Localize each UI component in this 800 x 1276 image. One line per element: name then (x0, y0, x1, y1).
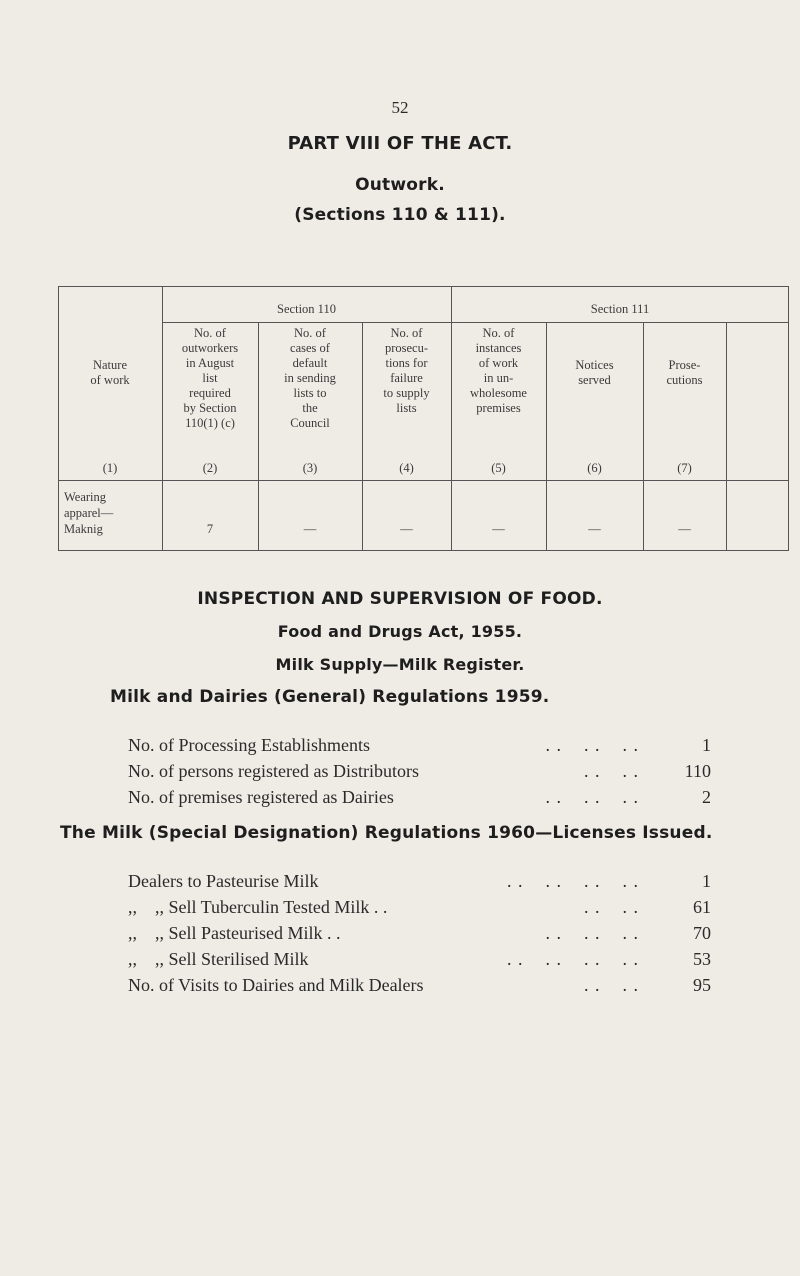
row-value-col-2: 7 (206, 522, 214, 536)
column-4-number: (4) (399, 461, 414, 475)
column-4-header-line-3: tions for (385, 356, 428, 370)
special-item-row (128, 868, 711, 894)
column-divider-6 (643, 322, 644, 550)
group-header-divider (162, 322, 789, 323)
general-item-row (128, 732, 711, 758)
special-item-leader: . . . . . . . . (507, 871, 639, 891)
general-item-value: 110 (684, 761, 711, 781)
table-left-border (58, 286, 59, 550)
column-5-header-line-5: wholesome (470, 386, 527, 400)
general-item-row (128, 758, 711, 784)
column-3-header-line-4: in sending (284, 371, 336, 385)
column-6-number: (6) (587, 461, 602, 475)
column-2-number: (2) (202, 461, 218, 475)
header-body-divider (58, 480, 789, 481)
column-2-header-line-6: by Section (183, 401, 237, 415)
table-right-border (788, 286, 789, 550)
general-item-label: No. of premises registered as Dairies (128, 787, 394, 807)
group-header-section-111: Section 111 (590, 302, 650, 316)
column-7-number: (7) (677, 461, 692, 475)
row-value-col-3: — (303, 522, 317, 536)
column-4-header-line-1: No. of (390, 326, 423, 340)
column-5-header-line-1: No. of (482, 326, 515, 340)
column-divider-7 (726, 322, 727, 550)
column-2-header-line-5: required (189, 386, 231, 400)
row-nature-line-3: Maknig (64, 522, 103, 536)
special-item-row (128, 894, 711, 920)
special-item-row (128, 920, 711, 946)
column-5-number: (5) (491, 461, 506, 475)
column-6-header-line-1: Notices (575, 358, 614, 372)
special-designation-title: The Milk (Special Designation) Regulations 1960—Licenses Issued. (60, 823, 713, 843)
column-2-header-line-3: in August (185, 356, 235, 370)
visits-item-label: No. of Visits to Dairies and Milk Dealers (128, 975, 424, 995)
column-2-header-line-1: No. of (194, 326, 226, 340)
general-item-leader: . . . . (584, 761, 639, 781)
visits-item-row (128, 972, 711, 998)
column-1-number: (1) (102, 461, 118, 475)
page-number: 52 (391, 98, 409, 117)
column-4-header-line-6: lists (396, 401, 417, 415)
column-2-header-line-4: list (202, 371, 218, 385)
column-3-header-line-2: cases of (290, 341, 330, 355)
special-item-label: Dealers to Pasteurise Milk (128, 871, 319, 891)
special-item-value: 70 (693, 923, 711, 943)
special-item-label: ,, ,, Sell Pasteurised Milk . . (128, 923, 341, 943)
visits-item-value: 95 (693, 975, 711, 995)
column-7-header-line-1: Prose- (668, 358, 701, 372)
group-header-section-110: Section 110 (277, 302, 336, 316)
row-nature-line-2: apparel— (64, 506, 114, 520)
special-item-value: 1 (702, 871, 711, 891)
column-7-header-line-2: cutions (666, 373, 703, 387)
general-item-leader: . . . . . . (545, 735, 639, 755)
column-3-header-line-1: No. of (294, 326, 326, 340)
sections-subtitle: (Sections 110 & 111). (294, 205, 506, 225)
part-title: PART VIII OF THE ACT. (287, 133, 513, 154)
special-item-value: 61 (693, 897, 711, 917)
column-5-header-line-4: in un- (483, 371, 514, 385)
table-top-border (58, 286, 789, 287)
special-item-value: 53 (693, 949, 711, 969)
column-1-header-line-1: Nature (92, 358, 127, 372)
general-item-label: No. of Processing Establishments (128, 735, 370, 755)
column-2-header-line-7: 110(1) (c) (185, 416, 235, 430)
column-1-header-line-2: of work (90, 373, 130, 387)
column-5-header-line-2: instances (475, 341, 522, 355)
special-item-leader: . . . . (584, 897, 639, 917)
column-3-number: (3) (302, 461, 318, 475)
column-2-header-line-2: outworkers (181, 341, 239, 355)
inspection-title: INSPECTION AND SUPERVISION OF FOOD. (197, 589, 603, 609)
column-5-header-line-6: premises (476, 401, 521, 415)
general-item-value: 1 (702, 735, 711, 755)
outwork-table (58, 286, 789, 550)
outwork-title: Outwork. (355, 175, 445, 195)
column-4-header-line-4: failure (390, 371, 423, 385)
column-5-header-line-3: of work (478, 356, 519, 370)
general-item-leader: . . . . . . (545, 787, 639, 807)
special-item-leader: . . . . . . . . (507, 949, 639, 969)
row-value-col-6: — (588, 522, 601, 536)
general-item-value: 2 (702, 787, 711, 807)
column-4-header-line-2: prosecu- (384, 341, 429, 355)
column-3-header-line-6: the (302, 401, 318, 415)
table-bottom-border (58, 550, 789, 551)
special-item-leader: . . . . . . (545, 923, 639, 943)
column-6-header-line-2: served (578, 373, 611, 387)
row-value-col-4: — (400, 522, 413, 536)
row-nature-line-1: Wearing (64, 490, 107, 504)
row-value-col-5: — (492, 522, 505, 536)
food-drugs-act-title: Food and Drugs Act, 1955. (277, 622, 523, 641)
general-item-row (128, 784, 711, 810)
special-item-label: ,, ,, Sell Sterilised Milk (128, 949, 309, 969)
visits-item-leader: . . . . (584, 975, 639, 995)
column-4-header-line-5: to supply (383, 386, 430, 400)
general-item-label: No. of persons registered as Distributors (128, 761, 419, 781)
special-item-label: ,, ,, Sell Tuberculin Tested Milk . . (128, 897, 388, 917)
special-item-row (128, 946, 711, 972)
row-value-col-7: — (678, 522, 691, 536)
column-divider-5 (546, 322, 547, 550)
column-3-header-line-7: Council (290, 416, 330, 430)
general-regulations-title: Milk and Dairies (General) Regulations 1959. (110, 687, 550, 707)
milk-supply-title: Milk Supply—Milk Register. (275, 655, 525, 674)
column-3-header-line-5: lists to (293, 386, 327, 400)
column-3-header-line-3: default (292, 356, 328, 370)
